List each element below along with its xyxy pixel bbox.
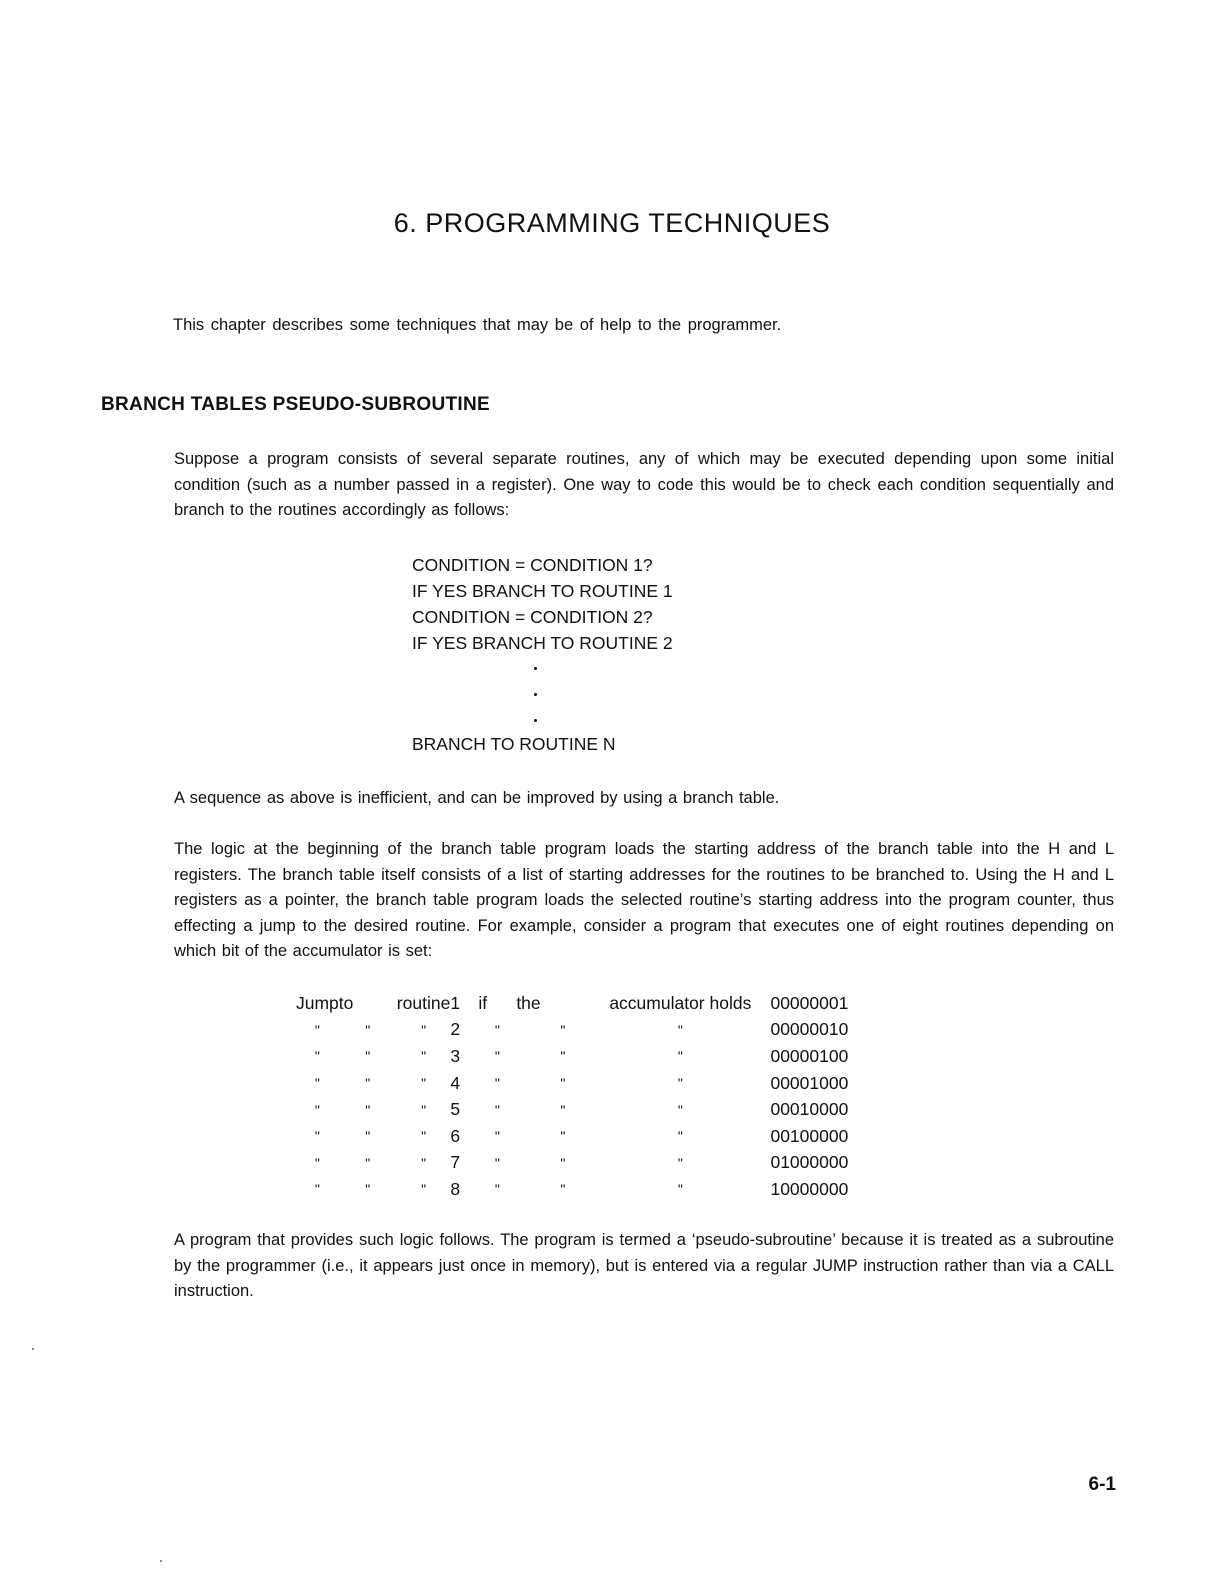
ditto-mark: " (494, 1128, 500, 1145)
ditto-mark: " (314, 1021, 320, 1038)
page-number: 6-1 (1088, 1474, 1116, 1495)
cell: 4 (450, 1072, 461, 1093)
ditto-mark: " (677, 1128, 683, 1145)
ditto-mark: " (494, 1154, 500, 1171)
paragraph-pseudo-subroutine: A program that provides such logic follows. The program is termed a ‘pseudo-subroutine’ because it is treated as a subroutine by the programmer (i.e., it appears just once in memory), but is entered via a regular JUMP instruction rather than via a CALL instruction. (174, 1231, 1114, 1300)
jump-table-row (296, 1043, 848, 1070)
cell: 1 (450, 992, 461, 1013)
cell: 00001000 (770, 1072, 849, 1093)
ditto-mark: " (494, 1101, 500, 1118)
condition-sequence (412, 552, 673, 656)
ditto-mark: " (365, 1181, 371, 1198)
ditto-mark: " (314, 1154, 320, 1171)
ditto-mark: " (421, 1075, 427, 1092)
ditto-mark: " (365, 1048, 371, 1065)
ditto-mark: " (677, 1154, 683, 1171)
ditto-mark: " (314, 1048, 320, 1065)
ditto-mark: " (494, 1048, 500, 1065)
ditto-mark: " (365, 1021, 371, 1038)
ditto-mark: " (421, 1181, 427, 1198)
ditto-mark: " (421, 1101, 427, 1118)
cell: Jump (296, 992, 339, 1013)
jump-table-row (296, 1096, 848, 1123)
cell: 5 (450, 1099, 461, 1120)
condition-line: IF YES BRANCH TO ROUTINE 1 (412, 581, 673, 601)
ditto-mark: " (365, 1075, 371, 1092)
jump-table-header-row (296, 990, 848, 1017)
ditto-mark: " (365, 1154, 371, 1171)
ditto-mark: " (314, 1181, 320, 1198)
ditto-mark: " (560, 1021, 566, 1038)
ditto-mark: " (560, 1181, 566, 1198)
cell: 00000100 (770, 1045, 849, 1066)
jump-table-row (296, 1123, 848, 1150)
cell: 00100000 (770, 1125, 849, 1146)
dot (534, 667, 537, 670)
chapter-title: 6. PROGRAMMING TECHNIQUES (393, 208, 831, 238)
cell: 00000010 (770, 1019, 849, 1040)
cell: 6 (450, 1125, 461, 1146)
jump-table (296, 990, 848, 1203)
ditto-mark: " (560, 1101, 566, 1118)
cell: the (516, 992, 541, 1013)
ditto-mark: " (421, 1048, 427, 1065)
dot (534, 719, 537, 722)
ditto-mark: " (494, 1075, 500, 1092)
dot (534, 693, 537, 696)
condition-line: CONDITION = CONDITION 1? (412, 555, 653, 575)
paragraph-branch-logic: The logic at the beginning of the branch table program loads the starting address of the branch table into the H and L registers. The branch table itself consists of a list of starting addresses for the routines to be branched to. Using the H and L registers as a pointer, the branch table program loads the selected routine’s starting address into the program counter, thus effecting a jump to the desired routine. For example, consider a program that executes one of eight routines depending on which bit of the accumulator is set: (174, 840, 1114, 960)
ditto-mark: " (314, 1101, 320, 1118)
cell: routine (396, 992, 451, 1013)
ditto-mark: " (677, 1101, 683, 1118)
jump-table-body (296, 1017, 848, 1203)
ditto-mark: " (560, 1128, 566, 1145)
cell: 10000000 (770, 1178, 849, 1199)
ditto-mark: " (494, 1021, 500, 1038)
cell: 7 (450, 1152, 461, 1173)
paragraph-intro-routines: Suppose a program consists of several separate routines, any of which may be executed depending upon some initial condition (such as a number passed in a register). One way to code this would be to check each condition sequentially and branch to the routines accordingly as follows: (174, 450, 1114, 519)
scan-speck (160, 1560, 162, 1562)
ditto-mark: " (421, 1128, 427, 1145)
condition-line: CONDITION = CONDITION 2? (412, 607, 653, 627)
jump-table-row (296, 1070, 848, 1097)
cell: 3 (450, 1045, 461, 1066)
cell: 2 (450, 1019, 461, 1040)
ditto-mark: " (560, 1154, 566, 1171)
jump-table-row (296, 1150, 848, 1177)
ditto-mark: " (365, 1128, 371, 1145)
ditto-mark: " (677, 1048, 683, 1065)
cell: if (478, 992, 488, 1013)
ditto-mark: " (421, 1154, 427, 1171)
ditto-mark: " (365, 1101, 371, 1118)
cell: 00000001 (770, 992, 849, 1013)
cell: accumulator holds (609, 992, 752, 1013)
scan-speck (32, 1348, 34, 1350)
paragraph-inefficient: A sequence as above is inefficient, and can be improved by using a branch table. (174, 789, 780, 807)
ditto-mark: " (494, 1181, 500, 1198)
intro-text: This chapter describes some techniques that may be of help to the programmer. (173, 316, 782, 334)
ditto-mark: " (677, 1181, 683, 1198)
ditto-mark: " (314, 1128, 320, 1145)
jump-table-row (296, 1017, 848, 1044)
cell: 01000000 (770, 1152, 849, 1173)
section-heading: BRANCH TABLES PSEUDO-SUBROUTINE (101, 394, 490, 415)
cell: 8 (450, 1178, 461, 1199)
jump-table-row (296, 1176, 848, 1203)
ditto-mark: " (560, 1075, 566, 1092)
ditto-mark: " (677, 1021, 683, 1038)
ditto-mark: " (560, 1048, 566, 1065)
condition-last-line: BRANCH TO ROUTINE N (412, 734, 616, 754)
ditto-mark: " (421, 1021, 427, 1038)
ditto-mark: " (314, 1075, 320, 1092)
condition-line: IF YES BRANCH TO ROUTINE 2 (412, 633, 673, 653)
cell: 00010000 (770, 1099, 849, 1120)
cell: to (338, 992, 354, 1013)
ditto-mark: " (677, 1075, 683, 1092)
